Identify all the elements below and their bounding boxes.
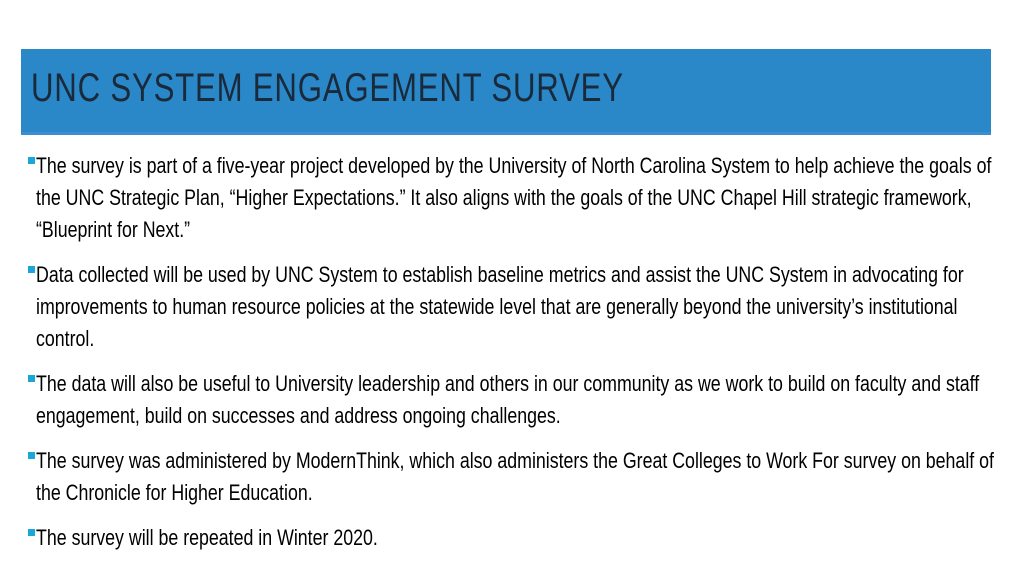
bullet-text: The survey will be repeated in Winter 2020. xyxy=(36,525,378,550)
bullet-text: Data collected will be used by UNC System to establish baseline metrics and assist the UNC System in advocating for improvements to human resource policies at the statewide level that are generally beyond the university’s institutional control. xyxy=(36,262,964,351)
bullet-item xyxy=(26,522,1001,554)
square-bullet-icon xyxy=(28,266,35,273)
bullet-item xyxy=(26,445,1001,509)
slide-title: UNC SYSTEM ENGAGEMENT SURVEY xyxy=(31,66,624,110)
square-bullet-icon xyxy=(28,157,35,164)
bullet-text: The survey is part of a five-year project developed by the University of North Carolina System to help achieve the goals of the UNC Strategic Plan, “Higher Expectations.” It also aligns with the goals of the UNC Chapel Hill strategic framework, “Blueprint for Next.” xyxy=(36,153,992,242)
bullet-item xyxy=(26,368,1001,432)
bullet-text: The survey was administered by ModernThink, which also administers the Great Colleges to Work For survey on behalf of the Chronicle for Higher Education. xyxy=(36,448,994,505)
bullet-list xyxy=(26,150,1001,567)
bullet-item xyxy=(26,150,1001,246)
square-bullet-icon xyxy=(28,529,35,536)
square-bullet-icon xyxy=(28,452,35,459)
square-bullet-icon xyxy=(28,375,35,382)
bullet-text: The data will also be useful to University leadership and others in our community as we work to build on faculty and staff engagement, build on successes and address ongoing challenges. xyxy=(36,371,980,428)
bullet-item xyxy=(26,259,1001,355)
title-bar xyxy=(21,49,991,135)
